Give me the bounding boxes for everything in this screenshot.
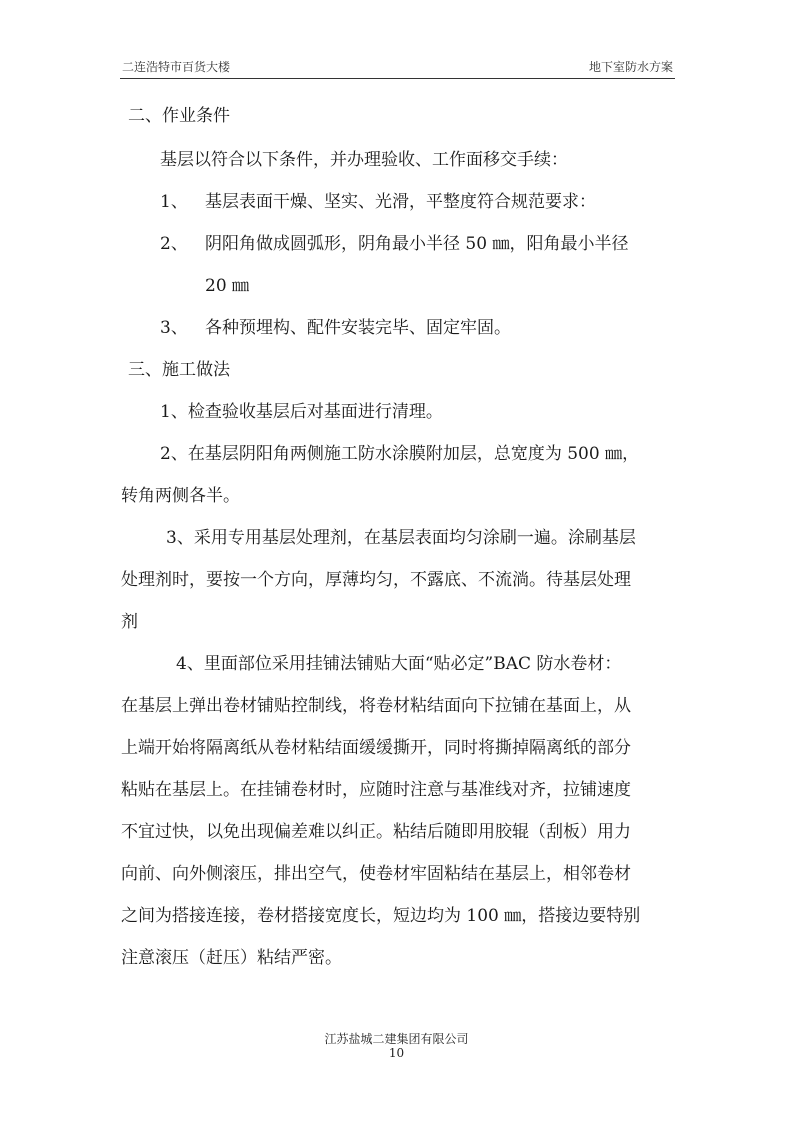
- method-step-3-line-2: 处理剂时，要按一个方向，厚薄均匀，不露底、不流淌。待基层处理: [121, 570, 631, 590]
- method-step-4-line-4: 粘贴在基层上。在挂铺卷材时，应随时注意与基准线对齐，拉铺速度: [121, 780, 631, 800]
- list-number: 3、: [160, 318, 188, 338]
- method-step-4-line-5: 不宜过快，以免出现偏差难以纠正。粘结后随即用胶辊（刮板）用力: [121, 822, 631, 842]
- list-number: 2、: [160, 234, 188, 254]
- footer-page-number: 10: [388, 1046, 405, 1060]
- header-project-name: 二连浩特市百货大楼: [122, 60, 231, 74]
- method-step-2-line-1: 2、在基层阴阳角两侧施工防水涂膜附加层，总宽度为 500 ㎜，: [160, 444, 640, 464]
- method-step-1: 1、检查验收基层后对基面进行清理。: [160, 402, 443, 422]
- section-heading-method: 三、施工做法: [128, 360, 230, 380]
- header-document-title: 地下室防水方案: [588, 60, 673, 74]
- conditions-intro: 基层以符合以下条件，并办理验收、工作面移交手续：: [160, 150, 568, 170]
- method-step-3-line-3: 剂: [121, 612, 138, 632]
- list-item-text: 基层表面干燥、坚实、光滑，平整度符合规范要求：: [205, 192, 596, 212]
- list-number: 1、: [160, 192, 188, 212]
- footer-company: 江苏盐城二建集团有限公司: [324, 1032, 469, 1046]
- method-step-4-line-3: 上端开始将隔离纸从卷材粘结面缓缓撕开，同时将撕掉隔离纸的部分: [121, 738, 631, 758]
- method-step-4-line-2: 在基层上弹出卷材铺贴控制线，将卷材粘结面向下拉铺在基面上，从: [121, 696, 631, 716]
- method-step-3-line-1: 3、采用专用基层处理剂，在基层表面均匀涂刷一遍。涂刷基层: [166, 528, 636, 548]
- section-heading-conditions: 二、作业条件: [128, 106, 230, 126]
- list-item-text: 阴阳角做成圆弧形，阴角最小半径 50 ㎜，阳角最小半径: [205, 234, 629, 254]
- list-item-text-continued: 20 ㎜: [205, 276, 250, 296]
- method-step-2-line-2: 转角两侧各半。: [121, 486, 240, 506]
- list-item-text: 各种预埋构、配件安装完毕、固定牢固。: [205, 318, 511, 338]
- method-step-4-line-1: 4、里面部位采用挂铺法铺贴大面“贴必定”BAC 防水卷材：: [176, 654, 622, 674]
- method-step-4-line-8: 注意滚压（赶压）粘结严密。: [121, 948, 342, 968]
- method-step-4-line-7: 之间为搭接连接，卷材搭接宽度长，短边均为 100 ㎜，搭接边要特别: [121, 906, 641, 926]
- method-step-4-line-6: 向前、向外侧滚压，排出空气，使卷材牢固粘结在基层上，相邻卷材: [121, 864, 631, 884]
- page-header: [120, 56, 675, 79]
